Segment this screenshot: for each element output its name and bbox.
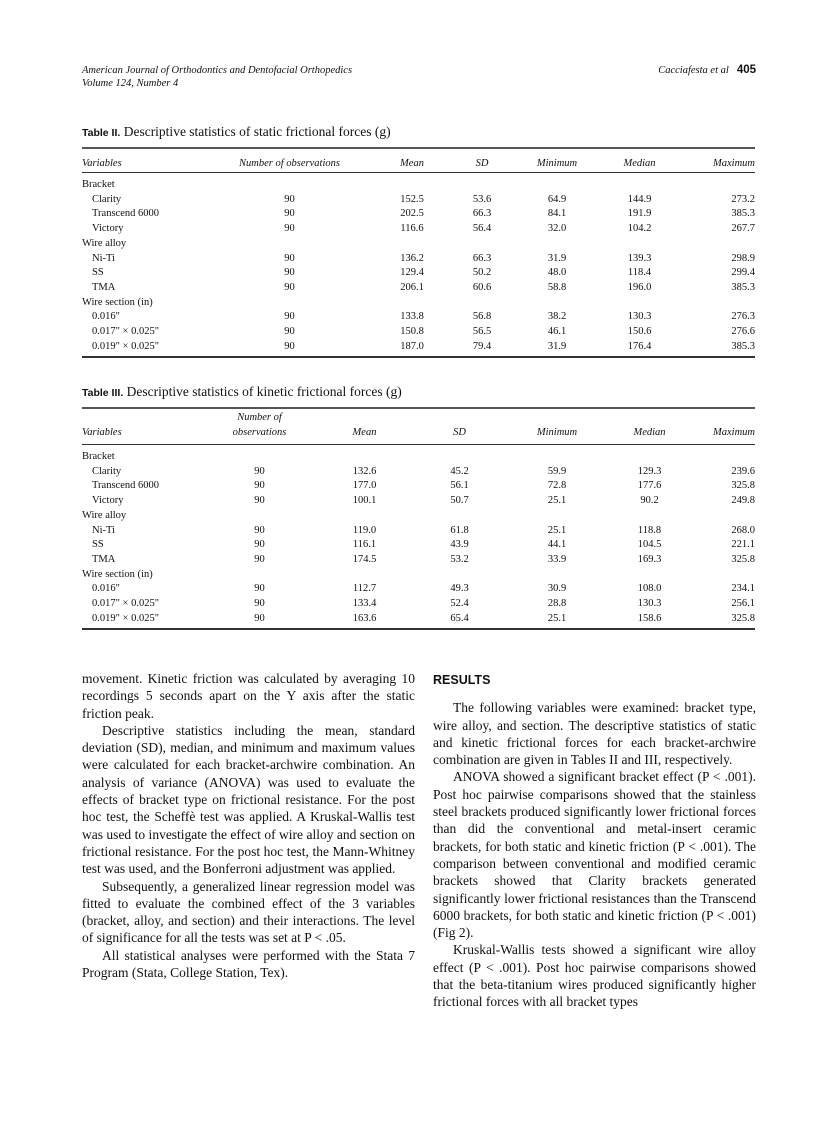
- cell: 0.016": [92, 311, 120, 323]
- cell: 30.9: [547, 583, 567, 595]
- cell: 59.9: [547, 465, 567, 477]
- cell: Clarity: [92, 193, 122, 205]
- group-label: Wire alloy: [82, 237, 127, 249]
- cell: Transcend 6000: [92, 208, 159, 220]
- cell: 150.6: [627, 326, 652, 338]
- cell: 104.2: [627, 223, 652, 235]
- table-row: [82, 207, 755, 222]
- cell: 152.5: [400, 193, 424, 205]
- paragraph: The following variables were examined: bracket type, wire alloy, and section. The descriptive statistics of static and kinetic frictional forces for each bracket-archwire combination are given in Tables II and III, respectively.: [433, 700, 756, 768]
- table-3-label: Table III.: [82, 387, 124, 399]
- cell: 196.0: [627, 281, 652, 293]
- table-2-grid: [82, 147, 755, 358]
- cell: 174.5: [352, 553, 377, 565]
- cell: 150.8: [400, 326, 424, 338]
- table-row: [82, 325, 755, 340]
- table-2-header-row: [82, 148, 755, 172]
- cell: 56.5: [472, 326, 492, 338]
- col-mean: Mean: [317, 408, 412, 444]
- cell: 268.0: [731, 524, 755, 536]
- cell: 49.3: [450, 583, 469, 595]
- cell: 58.8: [547, 281, 567, 293]
- col-observations-line1: Number of: [237, 412, 282, 424]
- cell: 90: [284, 223, 295, 235]
- paragraph: Descriptive statistics including the mean, standard deviation (SD), median, and minimum and maximum values were calculated for each bracket-archwire combination. An analysis of variance (ANOVA) was used to evaluate the effects of bracket type on frictional resistance. For the post hoc test, the Scheffè test was applied. A Kruskal-Wallis test was used to investigate the effect of wire alloy and section on frictional resistance. For the post hoc test, the Mann-Whitney test was used, and the Bonferroni adjustment was applied.: [82, 722, 415, 877]
- group-label: Wire section (in): [82, 568, 153, 580]
- cell: TMA: [92, 553, 116, 565]
- page-number: 405: [736, 64, 756, 76]
- right-text-column: [433, 672, 756, 1011]
- cell: 130.3: [627, 311, 652, 323]
- journal-title: American Journal of Orthodontics and Dentofacial Orthopedics: [82, 65, 353, 76]
- cell: 325.8: [731, 612, 755, 624]
- results-heading: RESULTS: [433, 673, 491, 687]
- cell: 31.9: [547, 252, 567, 264]
- table-row: [82, 465, 755, 480]
- cell: 139.3: [627, 252, 652, 264]
- cell: 32.0: [547, 223, 567, 235]
- journal-info: [82, 64, 352, 90]
- cell: 46.1: [547, 326, 567, 338]
- running-authors: Cacciafesta et al: [658, 65, 729, 76]
- cell: 0.016": [92, 583, 120, 595]
- cell: 163.6: [352, 612, 377, 624]
- cell: 144.9: [627, 193, 652, 205]
- group-row: [82, 450, 755, 465]
- cell: 45.2: [450, 465, 469, 477]
- group-label: Bracket: [82, 451, 115, 462]
- journal-volume: Volume 124, Number 4: [82, 78, 179, 89]
- cell: 256.1: [731, 598, 755, 610]
- cell: 66.3: [472, 252, 492, 264]
- cell: 187.0: [400, 340, 424, 352]
- table-2-caption: [82, 124, 755, 141]
- cell: 0.017" × 0.025": [92, 598, 159, 610]
- cell: 25.1: [547, 524, 567, 536]
- cell: Ni-Ti: [92, 524, 115, 536]
- col-sd: SD: [412, 408, 507, 444]
- cell: 90: [284, 326, 295, 338]
- cell: 298.9: [731, 252, 755, 264]
- cell: 43.9: [450, 539, 469, 551]
- cell: 119.0: [352, 524, 377, 536]
- cell: 25.1: [547, 495, 567, 507]
- cell: 90: [254, 583, 265, 595]
- col-minimum: Minimum: [517, 148, 597, 172]
- cell: 90: [254, 598, 265, 610]
- cell: 48.0: [547, 267, 567, 279]
- col-mean: Mean: [377, 148, 447, 172]
- cell: 158.6: [637, 612, 662, 624]
- col-maximum: Maximum: [692, 408, 755, 444]
- cell: 56.1: [450, 480, 469, 492]
- cell: 385.3: [731, 281, 755, 293]
- table-row: [82, 252, 755, 267]
- cell: 44.1: [547, 539, 567, 551]
- group-label: Wire section (in): [82, 296, 153, 308]
- cell: 90: [254, 553, 265, 565]
- cell: 276.6: [731, 326, 755, 338]
- table-row: [82, 222, 755, 237]
- cell: 25.1: [547, 612, 567, 624]
- cell: 116.1: [352, 539, 377, 551]
- table-row: [82, 612, 755, 627]
- paragraph: Kruskal-Wallis tests showed a significant wire alloy effect (P < .001). Post hoc pairwise comparisons showed that the beta-titanium wires produced significantly higher frictional forces with all bracket types: [433, 942, 756, 1010]
- cell: 249.8: [731, 495, 755, 507]
- cell: 169.3: [637, 553, 662, 565]
- cell: 60.6: [472, 281, 492, 293]
- table-3: [82, 384, 755, 630]
- group-label: Bracket: [82, 179, 115, 190]
- paragraph: ANOVA showed a significant bracket effect (P < .001). Post hoc pairwise comparisons showed that the stainless steel brackets produced significantly lower frictional forces than did the conventional and metal-insert ceramic brackets, for both static and kinetic friction (P < .001). The comparison between conventional and modified ceramic brackets showed that Clarity brackets generated significantly lower frictional resistances than the Transcend 6000 brackets, for both static and kinetic friction (P < .001) (Fig 2).: [433, 769, 756, 941]
- cell: 90: [284, 208, 295, 220]
- cell: TMA: [92, 281, 116, 293]
- cell: 132.6: [352, 465, 377, 477]
- cell: 202.5: [400, 208, 424, 220]
- paragraph: Subsequently, a generalized linear regression model was fitted to evaluate the combined effect of the 3 variables (bracket, alloy, and section) and their interactions. The level of significance for all the tests was set at P < .05.: [82, 878, 415, 946]
- col-variables: Variables: [82, 408, 202, 444]
- cell: 90: [284, 311, 295, 323]
- cell: 177.0: [352, 480, 377, 492]
- cell: 84.1: [547, 208, 567, 220]
- cell: 65.4: [450, 612, 469, 624]
- col-minimum: Minimum: [507, 408, 607, 444]
- table-2-label: Table II.: [82, 127, 121, 139]
- table-row: [82, 340, 755, 355]
- table-3-title: Descriptive statistics of kinetic frictional forces (g): [126, 384, 402, 399]
- cell: 136.2: [400, 252, 424, 264]
- cell: Ni-Ti: [92, 252, 115, 264]
- cell: Clarity: [92, 465, 122, 477]
- table-row: [82, 266, 755, 281]
- group-label: Wire alloy: [82, 509, 127, 521]
- left-text-column: [82, 670, 415, 981]
- table-row: [82, 281, 755, 296]
- cell: 90: [254, 465, 265, 477]
- table-row: [82, 524, 755, 539]
- cell: 66.3: [472, 208, 492, 220]
- cell: 90.2: [640, 495, 659, 507]
- cell: 325.8: [731, 553, 755, 565]
- table-2: [82, 124, 755, 358]
- cell: 90: [254, 612, 265, 624]
- cell: 90: [284, 267, 295, 279]
- cell: 239.6: [731, 465, 755, 477]
- cell: 133.4: [352, 598, 377, 610]
- table-row: [82, 310, 755, 325]
- col-sd: SD: [447, 148, 517, 172]
- cell: 129.3: [637, 465, 662, 477]
- cell: 56.4: [472, 223, 492, 235]
- cell: 0.017" × 0.025": [92, 326, 159, 338]
- cell: 129.4: [400, 267, 424, 279]
- cell: 53.2: [450, 553, 469, 565]
- cell: 112.7: [352, 583, 377, 595]
- cell: 267.7: [731, 223, 755, 235]
- cell: 50.2: [472, 267, 492, 279]
- table-row: [82, 494, 755, 509]
- cell: 38.2: [547, 311, 567, 323]
- cell: 56.8: [472, 311, 492, 323]
- cell: 90: [284, 252, 295, 264]
- cell: 90: [254, 495, 265, 507]
- cell: 191.9: [627, 208, 652, 220]
- cell: 61.8: [450, 524, 469, 536]
- col-observations: [202, 408, 317, 444]
- cell: 206.1: [400, 281, 424, 293]
- cell: 108.0: [637, 583, 662, 595]
- cell: 118.4: [627, 267, 652, 279]
- table-3-grid: [82, 407, 755, 630]
- table-row: [82, 553, 755, 568]
- cell: 118.8: [637, 524, 662, 536]
- cell: 90: [254, 539, 265, 551]
- cell: 90: [254, 480, 265, 492]
- table-2-title: Descriptive statistics of static frictional forces (g): [123, 124, 391, 139]
- col-median: Median: [607, 408, 692, 444]
- group-row: [82, 509, 755, 524]
- cell: 385.3: [731, 340, 755, 352]
- col-observations-line2: observations: [232, 426, 287, 438]
- cell: 385.3: [731, 208, 755, 220]
- cell: 0.019" × 0.025": [92, 612, 159, 624]
- cell: 50.7: [450, 495, 469, 507]
- cell: 28.8: [547, 598, 567, 610]
- cell: SS: [92, 539, 104, 551]
- cell: 79.4: [472, 340, 492, 352]
- cell: 0.019" × 0.025": [92, 340, 159, 352]
- cell: 133.8: [400, 311, 424, 323]
- group-row: [82, 237, 755, 252]
- cell: Victory: [92, 223, 124, 235]
- cell: 130.3: [637, 598, 662, 610]
- table-row: [82, 597, 755, 612]
- col-variables: Variables: [82, 148, 202, 172]
- table-row: [82, 582, 755, 597]
- cell: 104.5: [637, 539, 662, 551]
- cell: 299.4: [731, 267, 755, 279]
- author-page: [658, 64, 756, 77]
- cell: 90: [284, 193, 295, 205]
- cell: SS: [92, 267, 104, 279]
- cell: 52.4: [450, 598, 469, 610]
- cell: 72.8: [547, 480, 567, 492]
- table-3-header-row: [82, 408, 755, 444]
- cell: 325.8: [731, 480, 755, 492]
- group-row: [82, 296, 755, 311]
- group-row: [82, 178, 755, 193]
- col-observations: Number of observations: [202, 148, 377, 172]
- cell: 221.1: [731, 539, 755, 551]
- cell: 234.1: [731, 583, 755, 595]
- col-median: Median: [597, 148, 682, 172]
- cell: 273.2: [731, 193, 755, 205]
- cell: 90: [284, 281, 295, 293]
- table-3-caption: [82, 384, 755, 401]
- cell: 64.9: [547, 193, 567, 205]
- cell: 176.4: [627, 340, 652, 352]
- cell: 100.1: [352, 495, 377, 507]
- group-row: [82, 568, 755, 583]
- cell: 90: [254, 524, 265, 536]
- col-maximum: Maximum: [682, 148, 755, 172]
- table-row: [82, 193, 755, 208]
- cell: 31.9: [547, 340, 567, 352]
- cell: 90: [284, 340, 295, 352]
- cell: 33.9: [547, 553, 567, 565]
- cell: 276.3: [731, 311, 755, 323]
- cell: 116.6: [400, 223, 424, 235]
- table-row: [82, 538, 755, 553]
- cell: 177.6: [637, 480, 662, 492]
- table-row: [82, 479, 755, 494]
- cell: Transcend 6000: [92, 480, 159, 492]
- paragraph: All statistical analyses were performed with the Stata 7 Program (Stata, College Station, Tex).: [82, 947, 415, 981]
- cell: 53.6: [472, 193, 492, 205]
- cell: Victory: [92, 495, 124, 507]
- paragraph: movement. Kinetic friction was calculated by averaging 10 recordings 5 seconds apart on the Y axis after the static friction peak.: [82, 671, 415, 721]
